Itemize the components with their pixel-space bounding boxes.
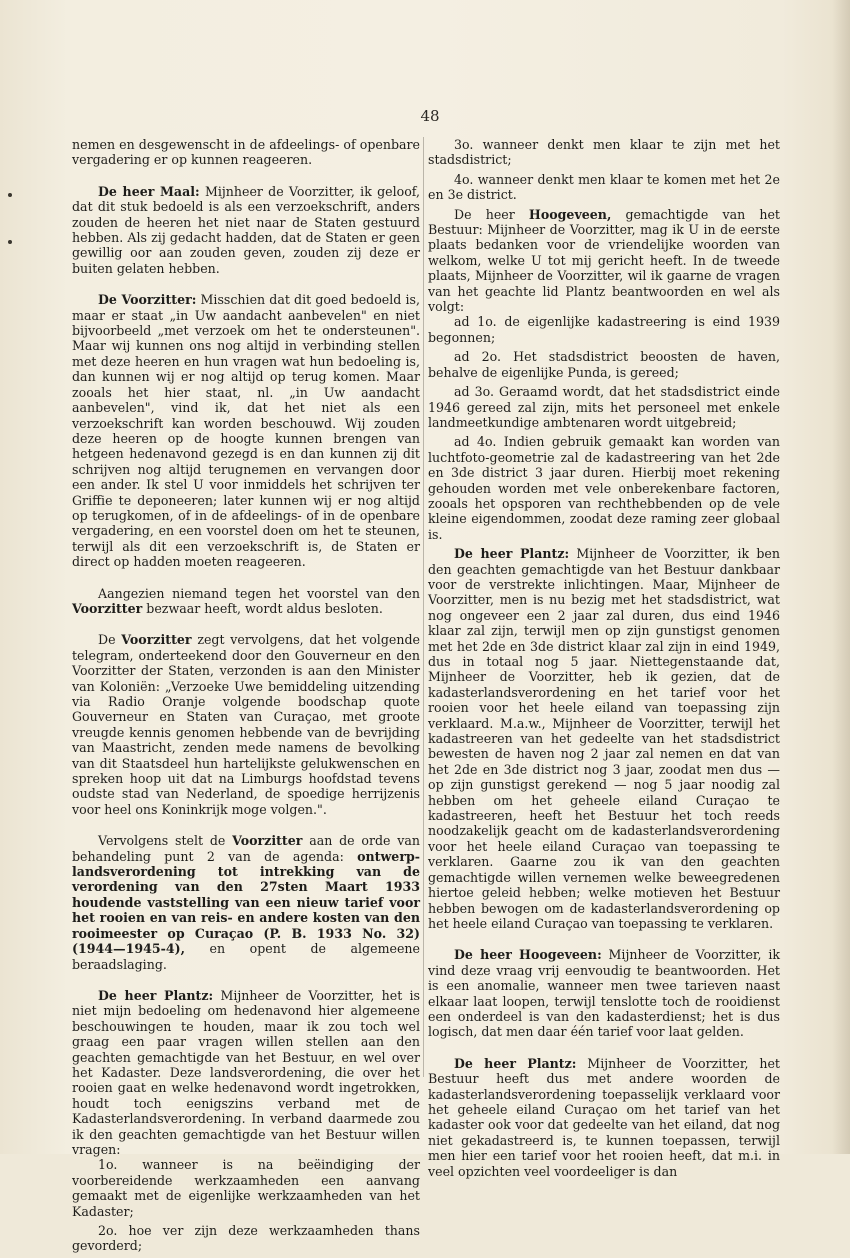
speaker: Voorzitter bbox=[232, 833, 303, 849]
paragraph: De Voorzitter zegt vervolgens, dat het volgende telegram, onderteekend door den Gouverneur en den Voorzitter der Staten, verzonden is aan den Minister van Koloniën: „Verzoeke Uwe bemiddeling uitzending via Radio Oranje volgende boodschap quote Gouverneur en Staten van Curaçao, met groote vreugde kennis genomen hebbende van de bevrijding van Maastricht, zenden mede namens de bevolking van dit Staatsdeel hun hartelijkste gelukwenschen en spreken hoop uit dat na Limburgs hoofdstad tevens oudste stad van Nederland, de spoedige herrijzenis voor heel ons Koninkrijk moge volgen.". bbox=[72, 632, 420, 817]
speaker: De heer Plantz: bbox=[454, 1055, 577, 1071]
speaker: Voorzitter bbox=[121, 632, 192, 648]
speaker: De heer Plantz: bbox=[98, 987, 214, 1003]
paragraph: De heer Plantz: Mijnheer de Voorzitter, ik ben den geachten gemachtigde van het Bestuur dankbaar voor de verstrekte inlichtingen. Maar, Mijnheer de Voorzitter, men is nu bezig met het stadsdistrict, wat nog ongeveer een 2 jaar zal duren, dus eind 1946 klaar zal zijn, terwijl men op zijn gunstigst genomen met het 2de en 3de district klaar zal zijn in eind 1949, dus in totaal nog 5 jaar. Niettegenstaande dat, Mijnheer de Voorzitter, heb ik gezien, dat de kadasterlandsverordening en het tarief voor het rooien voor het heele eiland van toepassing zijn verklaard. M.a.w., Mijnheer de Voorzitter, terwijl het kadastreeren van het gedeelte van het stadsdistrict bewesten de haven nog 2 jaar zal nemen en dat van het 2de en 3de district nog 3 jaar, zoodat men dus — op zijn gunstigst gerekend — nog 5 jaar noodig zal hebben om het geheele eiland Curaçao te kadastreeren, heeft het Bestuur het toch reeds noodzakelijk geacht om de kadasterlandsverordening voor het heele eiland Curaçao van toepassing te verklaren. Gaarne zou ik van den geachten gemachtigde willen vernemen welke beweegredenen hiertoe geleid hebben; welke motieven het Bestuur hebben bewogen om de kadasterlandsverordening op het heele eiland Curaçao van toepassing te verklaren. bbox=[428, 546, 780, 931]
right-column bbox=[428, 137, 780, 1195]
paragraph: Aangezien niemand tegen het voorstel van den Voorzitter bezwaar heeft, wordt aldus besloten. bbox=[72, 585, 420, 616]
agenda-item: ontwerp-landsverordening tot intrekking van de verordening van den 27sten Maart 1933 houdende vaststelling van een nieuw tarief voor het rooien en van reis- en andere kosten van den rooimeester op Curaçao (P. B. 1933 No. 32) (1944—1945-4), bbox=[72, 848, 420, 957]
column-divider bbox=[423, 137, 424, 1077]
speaker: Voorzitter bbox=[72, 600, 143, 616]
page-edge-shadow bbox=[832, 0, 850, 1154]
speaker: Hoogeveen, bbox=[528, 206, 612, 222]
answer-1: ad 1o. de eigenlijke kadastreering is eind 1939 begonnen; bbox=[428, 314, 780, 345]
paragraph: De heer Plantz: Mijnheer de Voorzitter, het is niet mijn bedoeling om hedenavond hier algemeene beschouwingen te houden, maar ik zou toch wel graag een paar vragen willen stellen aan den geachten gemachtigde van het Bestuur, en wel over het Kadaster. Deze landsverordening, die over het rooien gaat en welke hedenavond wordt ingetrokken, houdt toch eenigszins verband met de Kadasterlandsverordening. In verband daarmede zou ik den geachten gemachtigde van het Bestuur willen vragen: bbox=[72, 987, 420, 1157]
question-3: 3o. wanneer denkt men klaar te zijn met het stadsdistrict; bbox=[428, 137, 780, 168]
paragraph: De heer Hoogeveen, gemachtigde van het Bestuur: Mijnheer de Voorzitter, mag ik U in de eerste plaats bedanken voor de vriendelijke woorden van welkom, welke U tot mij gericht heeft. In de tweede plaats, Mijnheer de Voorzitter, wil ik gaarne de vragen van het geachte lid Plantz beantwoorden en wel als volgt: bbox=[428, 206, 780, 315]
answer-4: ad 4o. Indien gebruik gemaakt kan worden van luchtfoto-geometrie zal de kadastreering van het 2de en 3de district 3 jaar duren. Hierbij moet rekening gehouden worden met vele onberekenbare factoren, zooals het opsporen van rechthebbenden op de vele kleine eigendommen, zoodat deze raming zeer globaal is. bbox=[428, 434, 780, 542]
speaker: De heer Maal: bbox=[98, 183, 200, 199]
margin-mark bbox=[8, 240, 12, 244]
answer-3: ad 3o. Geraamd wordt, dat het stadsdistrict einde 1946 gereed zal zijn, mits het personeel met enkele landmeetkundige ambtenaren wordt uitgebreid; bbox=[428, 384, 780, 430]
answer-2: ad 2o. Het stadsdistrict beoosten de haven, behalve de eigenlijke Punda, is gereed; bbox=[428, 349, 780, 380]
question-1: 1o. wanneer is na beëindiging der voorbereidende werkzaamheden een aanvang gemaakt met de eigenlijke werkzaamheden van het Kadaster; bbox=[72, 1157, 420, 1219]
paragraph: De heer Maal: Mijnheer de Voorzitter, ik geloof, dat dit stuk bedoeld is als een verzoekschrift, anders zouden de heeren het niet naar de Staten gestuurd hebben. Als zij gedacht hadden, dat de Staten er geen gewillig oor aan zouden geven, zouden zij deze er buiten gelaten hebben. bbox=[72, 183, 420, 276]
speaker: De heer Plantz: bbox=[454, 546, 570, 562]
speaker: De Voorzitter: bbox=[98, 292, 197, 308]
margin-mark bbox=[8, 193, 12, 197]
speaker: De heer Hoogeveen: bbox=[454, 947, 602, 963]
paragraph: De heer Plantz: Mijnheer de Voorzitter, het Bestuur heeft dus met andere woorden de kadasterlandsverordening toepasselijk verklaard voor het geheele eiland Curaçao om het tarief van het kadaster ook voor dat gedeelte van het eiland, dat nog niet gekadastreerd is, te kunnen toepassen, terwijl men hier een tarief voor het rooien heeft, dat m.i. in veel opzichten veel voordeeliger is dan bbox=[428, 1055, 780, 1179]
question-4: 4o. wanneer denkt men klaar te komen met het 2e en 3e district. bbox=[428, 171, 780, 203]
page-number: 48 bbox=[420, 107, 440, 125]
paragraph: De Voorzitter: Misschien dat dit goed bedoeld is, maar er staat „in Uw aandacht aanbevelen" en niet bijvoorbeeld „met verzoek om het te ondersteunen". Maar wij kunnen ons nog altijd in verbinding stellen met deze heeren en hun vragen wat hun bedoeling is, dan kunnen wij er nog altijd op terug komen. Maar zooals het hier staat, nl. „in Uw aandacht aanbevelen", vind ik, dat het niet als een verzoekschrift kan worden beschouwd. Wij zouden deze heeren op de hoogte kunnen brengen van hetgeen hedenavond gezegd is en dan kunnen zij dit schrijven nog altijd terugnemen en vervangen door een ander. Ik stel U voor inmiddels het schrijven ter Griffie te deponeeren; later kunnen wij er nog altijd op terugkomen, of in de afdeelings- of in de openbare vergadering, en een voorstel doen om het te steunen, terwijl als dit een verzoekschrift is, de Staten er direct op hadden moeten reageeren. bbox=[72, 292, 420, 570]
left-column bbox=[72, 137, 420, 1258]
paragraph: De heer Hoogeveen: Mijnheer de Voorzitter, ik vind deze vraag vrij eenvoudig te beantwoorden. Het is een anomalie, wanneer men twee tarieven naast elkaar laat loopen, terwijl tenslotte toch de rooidienst een onderdeel is van den kadasterdienst; het is dus logisch, dat men daar één tarief voor laat gelden. bbox=[428, 947, 780, 1040]
paragraph: Vervolgens stelt de Voorzitter aan de orde van behandeling punt 2 van de agenda: ontwerp-landsverordening tot intrekking van de verordening van den 27sten Maart 1933 houdende vaststelling van een nieuw tarief voor het rooien en van reis- en andere kosten van den rooimeester op Curaçao (P. B. 1933 No. 32) (1944—1945-4), en opent de algemeene beraadslaging. bbox=[72, 833, 420, 972]
question-2: 2o. hoe ver zijn deze werkzaamheden thans gevorderd; bbox=[72, 1223, 420, 1254]
paragraph: nemen en desgewenscht in de afdeelings- of openbare vergadering er op kunnen reageeren. bbox=[72, 137, 420, 168]
